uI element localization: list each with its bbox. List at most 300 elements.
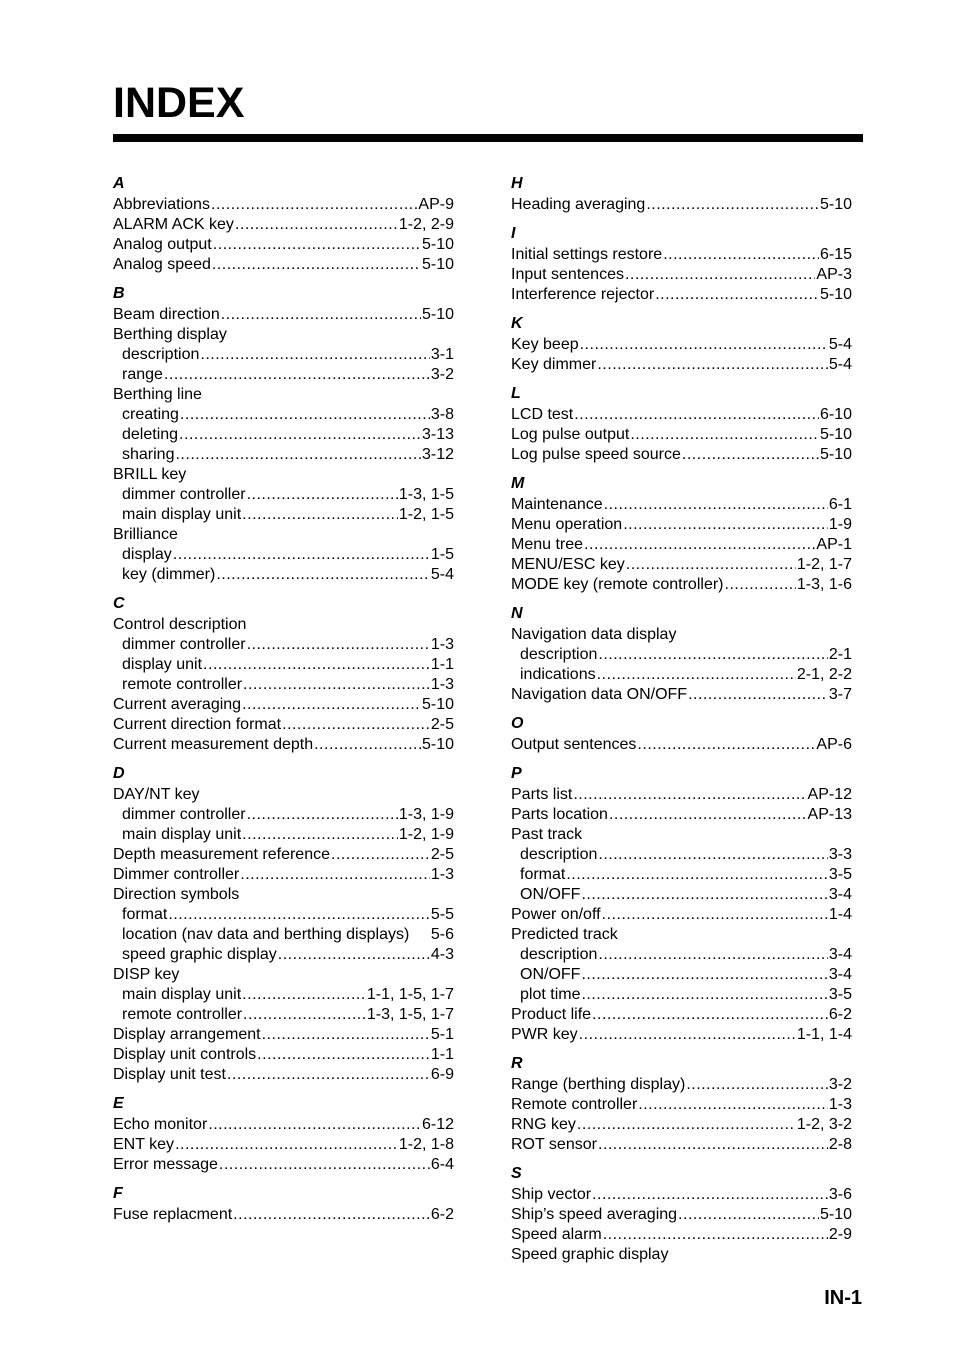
leader-dots bbox=[278, 945, 430, 965]
index-entry bbox=[511, 405, 852, 425]
leader-dots bbox=[212, 255, 421, 275]
index-entry bbox=[511, 555, 852, 575]
entry-term: creating bbox=[122, 406, 179, 423]
leader-dots bbox=[686, 1075, 828, 1095]
entry-page-ref: 5-10 bbox=[421, 256, 454, 273]
entry-term: range bbox=[122, 366, 163, 383]
index-subentry bbox=[511, 965, 852, 985]
entry-term: description bbox=[520, 846, 598, 863]
entry-term: Berthing display bbox=[113, 326, 227, 343]
entry-page-ref: 1-1 bbox=[430, 1046, 454, 1063]
leader-dots bbox=[602, 905, 828, 925]
entry-term: Current averaging bbox=[113, 696, 242, 713]
index-subentry bbox=[113, 345, 454, 365]
entry-term: Analog output bbox=[113, 236, 212, 253]
entry-term: Error message bbox=[113, 1156, 218, 1173]
section-letter: N bbox=[511, 605, 523, 622]
entry-term: main display unit bbox=[122, 986, 242, 1003]
index-subentry bbox=[113, 485, 454, 505]
entry-term: LCD test bbox=[511, 406, 574, 423]
leader-dots bbox=[216, 565, 430, 585]
entry-term: speed graphic display bbox=[122, 946, 277, 963]
leader-dots bbox=[597, 665, 796, 685]
leader-dots bbox=[247, 485, 398, 505]
entry-page-ref: 5-10 bbox=[421, 236, 454, 253]
entry-term: BRILL key bbox=[113, 466, 187, 483]
leader-dots bbox=[247, 635, 430, 655]
leader-dots bbox=[180, 405, 430, 425]
index-entry bbox=[511, 265, 852, 285]
index-entry bbox=[113, 885, 454, 905]
entry-term: ON/OFF bbox=[520, 886, 581, 903]
index-column-right bbox=[511, 173, 852, 1265]
page-title: INDEX bbox=[113, 79, 245, 127]
index-subentry bbox=[113, 445, 454, 465]
leader-dots bbox=[646, 195, 819, 215]
index-entry bbox=[511, 905, 852, 925]
index-entry bbox=[511, 245, 852, 265]
entry-page-ref: 5-6 bbox=[430, 926, 454, 943]
index-entry bbox=[113, 715, 454, 735]
leader-dots bbox=[164, 365, 430, 385]
entry-page-ref: 3-3 bbox=[828, 846, 852, 863]
index-entry bbox=[511, 1245, 852, 1265]
entry-term: Control description bbox=[113, 616, 247, 633]
index-subentry bbox=[113, 985, 454, 1005]
entry-page-ref: 1-3 bbox=[430, 866, 454, 883]
leader-dots bbox=[221, 305, 421, 325]
leader-dots bbox=[574, 405, 819, 425]
leader-dots bbox=[242, 695, 421, 715]
entry-term: Berthing line bbox=[113, 386, 202, 403]
index-entry bbox=[511, 335, 852, 355]
index-entry bbox=[511, 805, 852, 825]
index-subentry bbox=[113, 635, 454, 655]
leader-dots bbox=[623, 515, 828, 535]
entry-page-ref: 3-5 bbox=[828, 866, 852, 883]
entry-term: description bbox=[520, 946, 598, 963]
index-entry bbox=[511, 1225, 852, 1245]
entry-term: display unit bbox=[122, 656, 203, 673]
entry-term: plot time bbox=[520, 986, 581, 1003]
leader-dots bbox=[175, 445, 420, 465]
index-subentry bbox=[511, 865, 852, 885]
entry-term: Initial settings restore bbox=[511, 246, 663, 263]
entry-page-ref: 1-3 bbox=[430, 636, 454, 653]
entry-page-ref: AP-3 bbox=[816, 266, 852, 283]
entry-page-ref: 1-3 bbox=[430, 676, 454, 693]
entry-page-ref: 1-2, 1-8 bbox=[398, 1136, 454, 1153]
leader-dots bbox=[243, 1005, 366, 1025]
entry-page-ref: 3-7 bbox=[828, 686, 852, 703]
entry-term: ON/OFF bbox=[520, 966, 581, 983]
entry-page-ref: 5-4 bbox=[828, 356, 852, 373]
entry-term: Fuse replacment bbox=[113, 1206, 233, 1223]
entry-page-ref: 1-1, 1-4 bbox=[796, 1026, 852, 1043]
section-letter: K bbox=[511, 315, 523, 332]
entry-term: remote controller bbox=[122, 676, 243, 693]
entry-term: Direction symbols bbox=[113, 886, 240, 903]
index-subentry bbox=[511, 885, 852, 905]
leader-dots bbox=[331, 845, 430, 865]
leader-dots bbox=[235, 215, 398, 235]
leader-dots bbox=[173, 545, 430, 565]
index-section bbox=[113, 763, 454, 1085]
leader-dots bbox=[577, 1115, 796, 1135]
index-subentry bbox=[113, 505, 454, 525]
leader-dots bbox=[604, 495, 828, 515]
index-entry bbox=[511, 735, 852, 755]
entry-term: main display unit bbox=[122, 826, 242, 843]
entry-term: location (nav data and berthing displays) bbox=[122, 926, 410, 943]
entry-page-ref: 6-4 bbox=[430, 1156, 454, 1173]
leader-dots bbox=[211, 195, 417, 215]
entry-term: DISP key bbox=[113, 966, 180, 983]
leader-dots bbox=[581, 985, 827, 1005]
index-entry bbox=[511, 1205, 852, 1225]
entry-term: dimmer controller bbox=[122, 806, 246, 823]
index-entry bbox=[113, 1205, 454, 1225]
entry-page-ref: 1-2, 1-9 bbox=[398, 826, 454, 843]
entry-page-ref: 1-3, 1-5 bbox=[398, 486, 454, 503]
entry-term: key (dimmer) bbox=[122, 566, 216, 583]
section-letter: A bbox=[113, 175, 125, 192]
index-subentry bbox=[113, 945, 454, 965]
index-section bbox=[511, 1053, 852, 1155]
entry-term: Navigation data ON/OFF bbox=[511, 686, 688, 703]
entry-page-ref: 3-2 bbox=[828, 1076, 852, 1093]
entry-term: format bbox=[122, 906, 168, 923]
index-entry bbox=[113, 695, 454, 715]
entry-term: Past track bbox=[511, 826, 583, 843]
section-letter: S bbox=[511, 1165, 522, 1182]
leader-dots bbox=[242, 825, 398, 845]
index-entry bbox=[511, 1135, 852, 1155]
leader-dots bbox=[179, 425, 421, 445]
entry-page-ref: 5-4 bbox=[828, 336, 852, 353]
index-subentry bbox=[113, 925, 454, 945]
leader-dots bbox=[626, 555, 796, 575]
leader-dots bbox=[598, 645, 828, 665]
entry-page-ref: 1-1 bbox=[430, 656, 454, 673]
entry-term: Display unit test bbox=[113, 1066, 226, 1083]
entry-term: dimmer controller bbox=[122, 486, 246, 503]
entry-term: ROT sensor bbox=[511, 1136, 597, 1153]
index-subentry bbox=[113, 825, 454, 845]
entry-page-ref: AP-1 bbox=[816, 536, 852, 553]
index-section bbox=[113, 1183, 454, 1225]
entry-page-ref: 1-5 bbox=[430, 546, 454, 563]
entry-term: format bbox=[520, 866, 566, 883]
entry-term: remote controller bbox=[122, 1006, 243, 1023]
entry-term: Speed alarm bbox=[511, 1226, 602, 1243]
index-subentry bbox=[113, 1005, 454, 1025]
leader-dots bbox=[603, 1225, 828, 1245]
entry-page-ref: 5-10 bbox=[819, 196, 852, 213]
entry-page-ref: 6-9 bbox=[430, 1066, 454, 1083]
leader-dots bbox=[227, 1065, 430, 1085]
index-section bbox=[511, 473, 852, 595]
section-letter: D bbox=[113, 765, 125, 782]
index-section bbox=[511, 713, 852, 755]
entry-page-ref: 5-4 bbox=[430, 566, 454, 583]
leader-dots bbox=[609, 805, 807, 825]
leader-dots bbox=[208, 1115, 421, 1135]
index-entry bbox=[511, 625, 852, 645]
index-entry bbox=[511, 1095, 852, 1115]
leader-dots bbox=[625, 265, 815, 285]
entry-term: Brilliance bbox=[113, 526, 178, 543]
index-entry bbox=[113, 525, 454, 545]
index-section bbox=[511, 1163, 852, 1265]
entry-page-ref: 1-2, 3-2 bbox=[796, 1116, 852, 1133]
entry-term: Log pulse speed source bbox=[511, 446, 681, 463]
leader-dots bbox=[725, 575, 796, 595]
entry-term: Beam direction bbox=[113, 306, 220, 323]
leader-dots bbox=[592, 1185, 828, 1205]
index-entry bbox=[511, 355, 852, 375]
entry-term: RNG key bbox=[511, 1116, 576, 1133]
entry-term: ALARM ACK key bbox=[113, 216, 234, 233]
entry-page-ref: 6-2 bbox=[828, 1006, 852, 1023]
entry-page-ref: 2-8 bbox=[828, 1136, 852, 1153]
index-entry bbox=[511, 1185, 852, 1205]
leader-dots bbox=[580, 335, 828, 355]
entry-term: Heading averaging bbox=[511, 196, 646, 213]
entry-page-ref: 3-4 bbox=[828, 886, 852, 903]
entry-term: Ship vector bbox=[511, 1186, 592, 1203]
index-entry bbox=[113, 1045, 454, 1065]
index-subentry bbox=[113, 405, 454, 425]
index-entry bbox=[113, 325, 454, 345]
index-subentry bbox=[113, 565, 454, 585]
index-entry bbox=[511, 445, 852, 465]
entry-page-ref: 2-1 bbox=[828, 646, 852, 663]
section-letter: C bbox=[113, 595, 125, 612]
entry-page-ref: 1-2, 1-7 bbox=[796, 556, 852, 573]
leader-dots bbox=[282, 715, 430, 735]
entry-term: MENU/ESC key bbox=[511, 556, 625, 573]
index-subentry bbox=[113, 675, 454, 695]
index-section bbox=[113, 593, 454, 755]
leader-dots bbox=[581, 965, 827, 985]
entry-term: Log pulse output bbox=[511, 426, 630, 443]
index-entry bbox=[113, 1025, 454, 1045]
section-letter: M bbox=[511, 475, 525, 492]
index-entry bbox=[511, 1075, 852, 1095]
leader-dots bbox=[581, 885, 827, 905]
entry-term: Power on/off bbox=[511, 906, 601, 923]
index-subentry bbox=[511, 665, 852, 685]
leader-dots bbox=[637, 735, 815, 755]
section-letter: R bbox=[511, 1055, 523, 1072]
entry-page-ref: 3-1 bbox=[430, 346, 454, 363]
index-entry bbox=[113, 1155, 454, 1175]
entry-term: Dimmer controller bbox=[113, 866, 240, 883]
entry-page-ref: 3-8 bbox=[430, 406, 454, 423]
index-section bbox=[511, 763, 852, 1045]
leader-dots bbox=[242, 985, 366, 1005]
index-entry bbox=[113, 1135, 454, 1155]
leader-dots bbox=[597, 355, 828, 375]
entry-term: Input sentences bbox=[511, 266, 624, 283]
entry-page-ref: 1-3, 1-6 bbox=[796, 576, 852, 593]
section-letter: O bbox=[511, 715, 524, 732]
leader-dots bbox=[213, 235, 421, 255]
page-number: IN-1 bbox=[824, 1287, 862, 1309]
entry-page-ref: 6-1 bbox=[828, 496, 852, 513]
index-entry bbox=[511, 785, 852, 805]
entry-term: Parts location bbox=[511, 806, 608, 823]
entry-page-ref: 2-1, 2-2 bbox=[796, 666, 852, 683]
entry-term: Menu operation bbox=[511, 516, 623, 533]
entry-term: Ship’s speed averaging bbox=[511, 1206, 678, 1223]
leader-dots bbox=[598, 945, 828, 965]
entry-term: Maintenance bbox=[511, 496, 603, 513]
index-entry bbox=[511, 1005, 852, 1025]
entry-term: Current direction format bbox=[113, 716, 282, 733]
index-entry bbox=[511, 575, 852, 595]
entry-term: Speed graphic display bbox=[511, 1246, 669, 1263]
entry-term: description bbox=[122, 346, 200, 363]
entry-page-ref: 3-2 bbox=[430, 366, 454, 383]
entry-term: indications bbox=[520, 666, 596, 683]
entry-page-ref: AP-12 bbox=[807, 786, 852, 803]
index-subentry bbox=[113, 365, 454, 385]
index-section bbox=[113, 173, 454, 275]
entry-term: Analog speed bbox=[113, 256, 211, 273]
index-entry bbox=[511, 825, 852, 845]
index-subentry bbox=[113, 805, 454, 825]
leader-dots bbox=[243, 675, 430, 695]
entry-term: Predicted track bbox=[511, 926, 618, 943]
leader-dots bbox=[566, 865, 828, 885]
leader-dots bbox=[573, 785, 806, 805]
index-entry bbox=[511, 495, 852, 515]
entry-page-ref: 2-5 bbox=[430, 716, 454, 733]
leader-dots bbox=[688, 685, 828, 705]
entry-term: Menu tree bbox=[511, 536, 584, 553]
index-entry bbox=[113, 215, 454, 235]
entry-term: Navigation data display bbox=[511, 626, 677, 643]
entry-term: Abbreviations bbox=[113, 196, 210, 213]
index-entry bbox=[511, 515, 852, 535]
index-entry bbox=[511, 1025, 852, 1045]
index-section bbox=[511, 603, 852, 705]
index-entry bbox=[113, 255, 454, 275]
entry-page-ref: AP-13 bbox=[807, 806, 852, 823]
leader-dots bbox=[219, 1155, 430, 1175]
entry-term: Product life bbox=[511, 1006, 592, 1023]
entry-term: Current measurement depth bbox=[113, 736, 314, 753]
leader-dots bbox=[584, 535, 815, 555]
leader-dots bbox=[655, 285, 819, 305]
index-subentry bbox=[511, 845, 852, 865]
leader-dots bbox=[240, 865, 430, 885]
index-entry bbox=[113, 235, 454, 255]
entry-page-ref: AP-9 bbox=[418, 196, 454, 213]
leader-dots bbox=[678, 1205, 819, 1225]
leader-dots bbox=[247, 805, 398, 825]
entry-term: PWR key bbox=[511, 1026, 578, 1043]
entry-page-ref: 1-2, 1-5 bbox=[398, 506, 454, 523]
index-entry bbox=[511, 285, 852, 305]
entry-term: Depth measurement reference bbox=[113, 846, 330, 863]
index-section bbox=[511, 313, 852, 375]
leader-dots bbox=[200, 345, 430, 365]
index-entry bbox=[511, 195, 852, 215]
entry-term: DAY/NT key bbox=[113, 786, 200, 803]
entry-page-ref: 5-10 bbox=[421, 696, 454, 713]
index-subentry bbox=[113, 425, 454, 445]
entry-page-ref: 6-12 bbox=[421, 1116, 454, 1133]
leader-dots bbox=[682, 445, 819, 465]
entry-page-ref: 1-1, 1-5, 1-7 bbox=[366, 986, 454, 1003]
index-entry bbox=[113, 965, 454, 985]
entry-term: Display arrangement bbox=[113, 1026, 261, 1043]
index-entry bbox=[113, 1115, 454, 1135]
entry-page-ref: 2-5 bbox=[430, 846, 454, 863]
index-section bbox=[113, 1093, 454, 1175]
entry-page-ref: 1-3, 1-9 bbox=[398, 806, 454, 823]
index-entry bbox=[113, 1065, 454, 1085]
entry-page-ref: 3-13 bbox=[421, 426, 454, 443]
leader-dots bbox=[579, 1025, 796, 1045]
entry-page-ref: 5-5 bbox=[430, 906, 454, 923]
index-subentry bbox=[511, 945, 852, 965]
entry-page-ref: 6-2 bbox=[430, 1206, 454, 1223]
leader-dots bbox=[257, 1045, 430, 1065]
entry-page-ref: 3-5 bbox=[828, 986, 852, 1003]
index-entry bbox=[113, 615, 454, 635]
entry-page-ref: 6-15 bbox=[819, 246, 852, 263]
entry-term: Key beep bbox=[511, 336, 579, 353]
entry-term: Remote controller bbox=[511, 1096, 638, 1113]
section-letter: L bbox=[511, 385, 521, 402]
entry-page-ref: AP-6 bbox=[816, 736, 852, 753]
entry-page-ref: 5-10 bbox=[819, 426, 852, 443]
leader-dots bbox=[598, 1135, 828, 1155]
index-entry bbox=[113, 785, 454, 805]
index-subentry bbox=[511, 645, 852, 665]
entry-term: description bbox=[520, 646, 598, 663]
entry-page-ref: 3-4 bbox=[828, 946, 852, 963]
index-entry bbox=[113, 865, 454, 885]
index-subentry bbox=[113, 655, 454, 675]
leader-dots bbox=[314, 735, 421, 755]
index-subentry bbox=[113, 545, 454, 565]
entry-page-ref: 5-1 bbox=[430, 1026, 454, 1043]
entry-page-ref: 1-4 bbox=[828, 906, 852, 923]
index-subentry bbox=[511, 985, 852, 1005]
entry-term: Display unit controls bbox=[113, 1046, 257, 1063]
entry-page-ref: 3-6 bbox=[828, 1186, 852, 1203]
index-entry bbox=[113, 195, 454, 215]
leader-dots bbox=[598, 845, 828, 865]
entry-page-ref: 2-9 bbox=[828, 1226, 852, 1243]
index-entry bbox=[113, 385, 454, 405]
entry-page-ref: 5-10 bbox=[421, 736, 454, 753]
index-entry bbox=[113, 845, 454, 865]
entry-term: Echo monitor bbox=[113, 1116, 208, 1133]
index-section bbox=[511, 383, 852, 465]
entry-page-ref: 1-9 bbox=[828, 516, 852, 533]
index-entry bbox=[511, 1115, 852, 1135]
leader-dots bbox=[630, 425, 819, 445]
leader-dots bbox=[638, 1095, 828, 1115]
leader-dots bbox=[262, 1025, 430, 1045]
leader-dots bbox=[592, 1005, 828, 1025]
